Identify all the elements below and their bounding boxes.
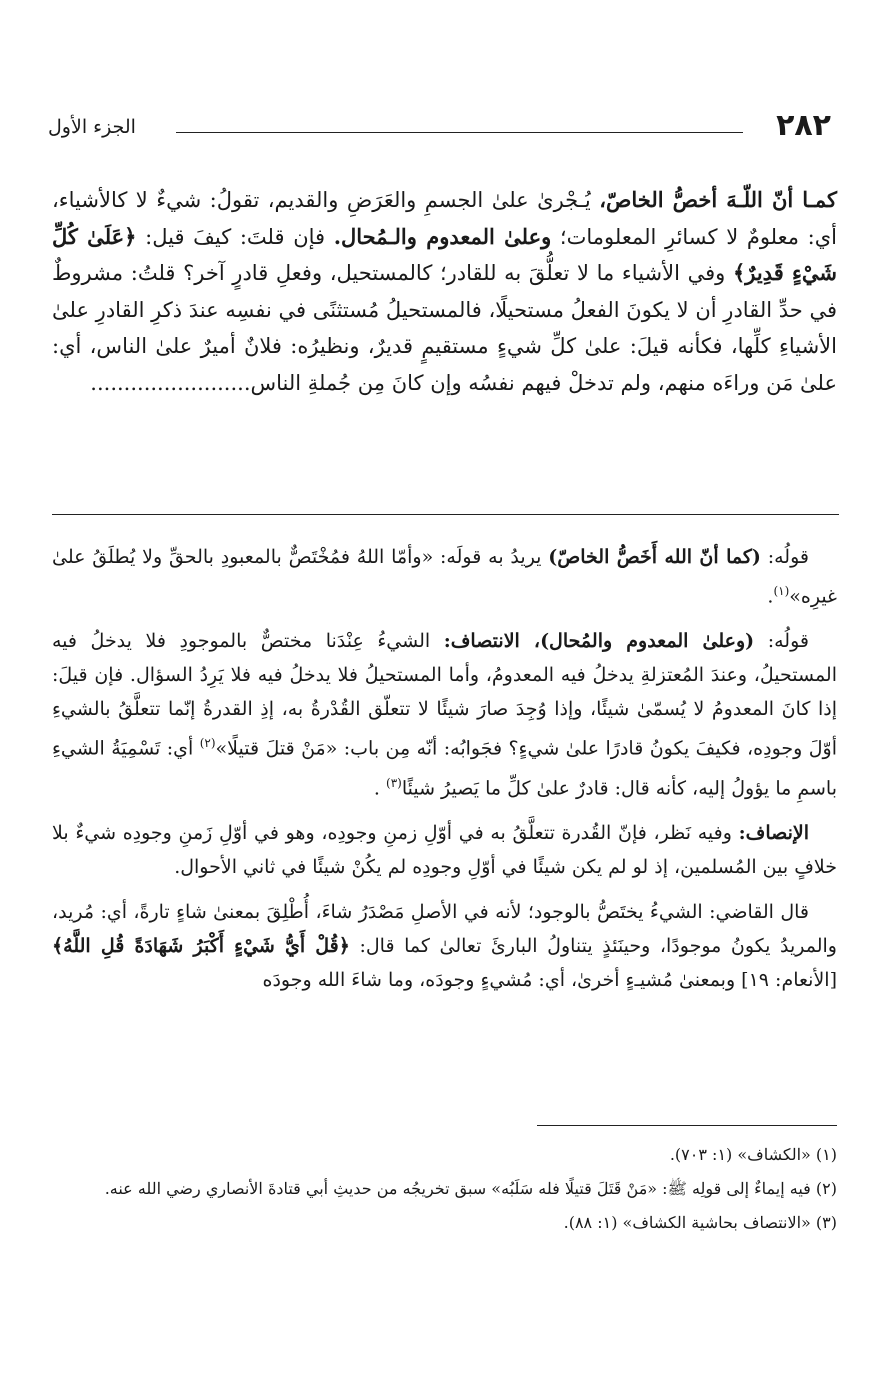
footnote-1: (١) «الكشاف» (١: ٧٠٣). bbox=[669, 1145, 837, 1164]
main-bold-phrase: وعلىٰ المعدوم والـمُحال. bbox=[333, 223, 552, 249]
running-head: الجزء الأول bbox=[48, 116, 136, 138]
commentary bbox=[52, 540, 837, 1008]
text-commentary-divider bbox=[52, 514, 839, 515]
commentary-text: الشيءُ عِنْدَنا مختصٌّ بالموجودِ فلا يدخلُ فيه المستحيلُ، وعندَ المُعتزلةِ يدخلُ فيه المعدومُ، وأما المستحيلُ فلا يدخلُ فيه فلا يَرِدُ السؤال. فإن قيلَ: إذا كانَ المعدومُ لا يُسمّىٰ شيئًا، وإذا وُجِدَ صارَ شيئًا لا تتعلّق القُدْرةُ به، إذِ القدرةُ إنّما تتعلَّقُ بالشيءِ أوّلَ وجودِه، فكيفَ يكونُ قادرًا علىٰ شيءٍ؟ فجَوابُه: أنّه مِن باب: «مَنْ قتلَ قتيلًا» bbox=[52, 630, 837, 760]
footnotes bbox=[52, 1140, 837, 1242]
commentary-lead: قولُه: bbox=[754, 630, 809, 653]
footnote-ref: (٣) bbox=[386, 775, 402, 790]
main-text bbox=[52, 182, 837, 401]
commentary-end: . bbox=[767, 585, 774, 608]
main-text-part3: وفي الأشياء ما لا تعلُّقَ به للقادر؛ كالمستحيل، وفعلِ قادرٍ آخر؟ قلتُ: مشروطٌ في حدِّ القادرِ أن لا يكونَ الفعلُ مستحيلًا، فالمستحيلُ مُستثنًى في نفسِه عندَ ذكرِ القادرِ علىٰ الأشياءِ كلِّها، فكأنه قيلَ: علىٰ كلِّ شيءٍ مستقيمٍ قديرٌ، ونظيرُه: فلانٌ أميرٌ علىٰ الناس، أي: علىٰ مَن وراءَه منهم، ولم تدخلْ فيهم نفسُه وإن كانَ مِن جُملةِ الناس........................ bbox=[52, 261, 837, 395]
main-paragraph bbox=[52, 182, 837, 401]
footnote-3: (٣) «الانتصاف بحاشية الكشاف» (١: ٨٨). bbox=[563, 1213, 837, 1232]
header-rule bbox=[176, 132, 743, 133]
commentary-end: . bbox=[373, 776, 386, 799]
commentary-text: [الأنعام: ١٩] وبمعنىٰ مُشيـءٍ أخرىٰ، أي: مُشيءٍ وجودَه، وما شاءَ الله وجودَه bbox=[262, 968, 837, 991]
main-lead: كمـا أنّ اللّـهَ أخصُّ الخاصّ، bbox=[599, 187, 837, 212]
commentary-text: أي: تَسْمِيَةُ الشيءِ باسمِ ما يؤولُ إليه، كأنه قال: قادرٌ علىٰ كلِّ ما يَصيرُ شيئًا bbox=[52, 737, 837, 799]
commentary-heading: الإنصاف: bbox=[738, 821, 809, 844]
footnote-rule bbox=[537, 1125, 837, 1126]
quran-verse: ﴿عَلَىٰ كُلِّ شَيْءٍ قَدِيرٌ﴾ bbox=[52, 223, 837, 285]
commentary-text: قال القاضي: الشيءُ يختَصُّ بالوجود؛ لأنه في الأصلِ مَصْدَرُ شاءَ، أُطْلِقَ بمعنىٰ شاءٍ تارةً، أي: مُريد، والمريدُ يكونُ موجودًا، وحينَئذٍ يتناولُ البارئَ تعالىٰ كما قال: bbox=[52, 900, 837, 957]
commentary-lead: قولُه: bbox=[760, 546, 809, 568]
page-number: ٢٨٢ bbox=[776, 108, 831, 143]
main-text-part2: فإن قلتَ: كيفَ قيل: bbox=[136, 224, 334, 249]
commentary-paragraph-1 bbox=[52, 540, 837, 613]
main-text-part1: يُـجْرىٰ علىٰ الجسمِ والعَرَضِ والقديم، تقولُ: شيءٌ لا كالأشياء، أي: معلومٌ لا كسائرِ المعلومات؛ bbox=[52, 188, 837, 249]
footnote-ref: (١) bbox=[773, 584, 790, 598]
commentary-text: وفيه نَظر، فإنّ القُدرة تتعلَّقُ به في أوّلِ زمنِ وجودِه، وهو في أوّلِ زَمنِ وجودِه شيءٌ بلا خلافٍ بين المُسلمين، إذ لو لم يكن شيئًا في أوّلِ وجودِه لم يكُنْ شيئًا في ثاني الأحوال. bbox=[52, 821, 837, 878]
commentary-paragraph-2 bbox=[52, 624, 837, 805]
commentary-heading: (وعلىٰ المعدوم والمُحال)، الانتصاف: bbox=[443, 630, 755, 653]
commentary-paragraph-4 bbox=[52, 895, 837, 997]
commentary-heading: (كما أنّ الله أَخَصُّ الخاصّ) bbox=[548, 546, 761, 568]
page-header bbox=[48, 106, 831, 146]
quran-verse: ﴿قُلْ أَيُّ شَيْءٍ أَكْبَرُ شَهَادَةً قُلِ اللَّهُ﴾ bbox=[52, 934, 350, 957]
commentary-text: يريدُ به قولَه: «وأمّا اللهُ فمُخْتَصٌّ بالمعبودِ بالحقِّ ولا يُطلَقُ علىٰ غيرِه» bbox=[52, 546, 837, 608]
footnote-ref: (٢) bbox=[199, 736, 216, 751]
commentary-paragraph-3 bbox=[52, 816, 837, 884]
footnote-2: (٢) فيه إيماءٌ إلى قولِه ﷺ: «مَنْ قَتَلَ قتيلًا فله سَلَبُه» سبق تخريجُه من حديثِ أبي قتادةَ الأنصاري رضي الله عنه. bbox=[104, 1179, 837, 1198]
